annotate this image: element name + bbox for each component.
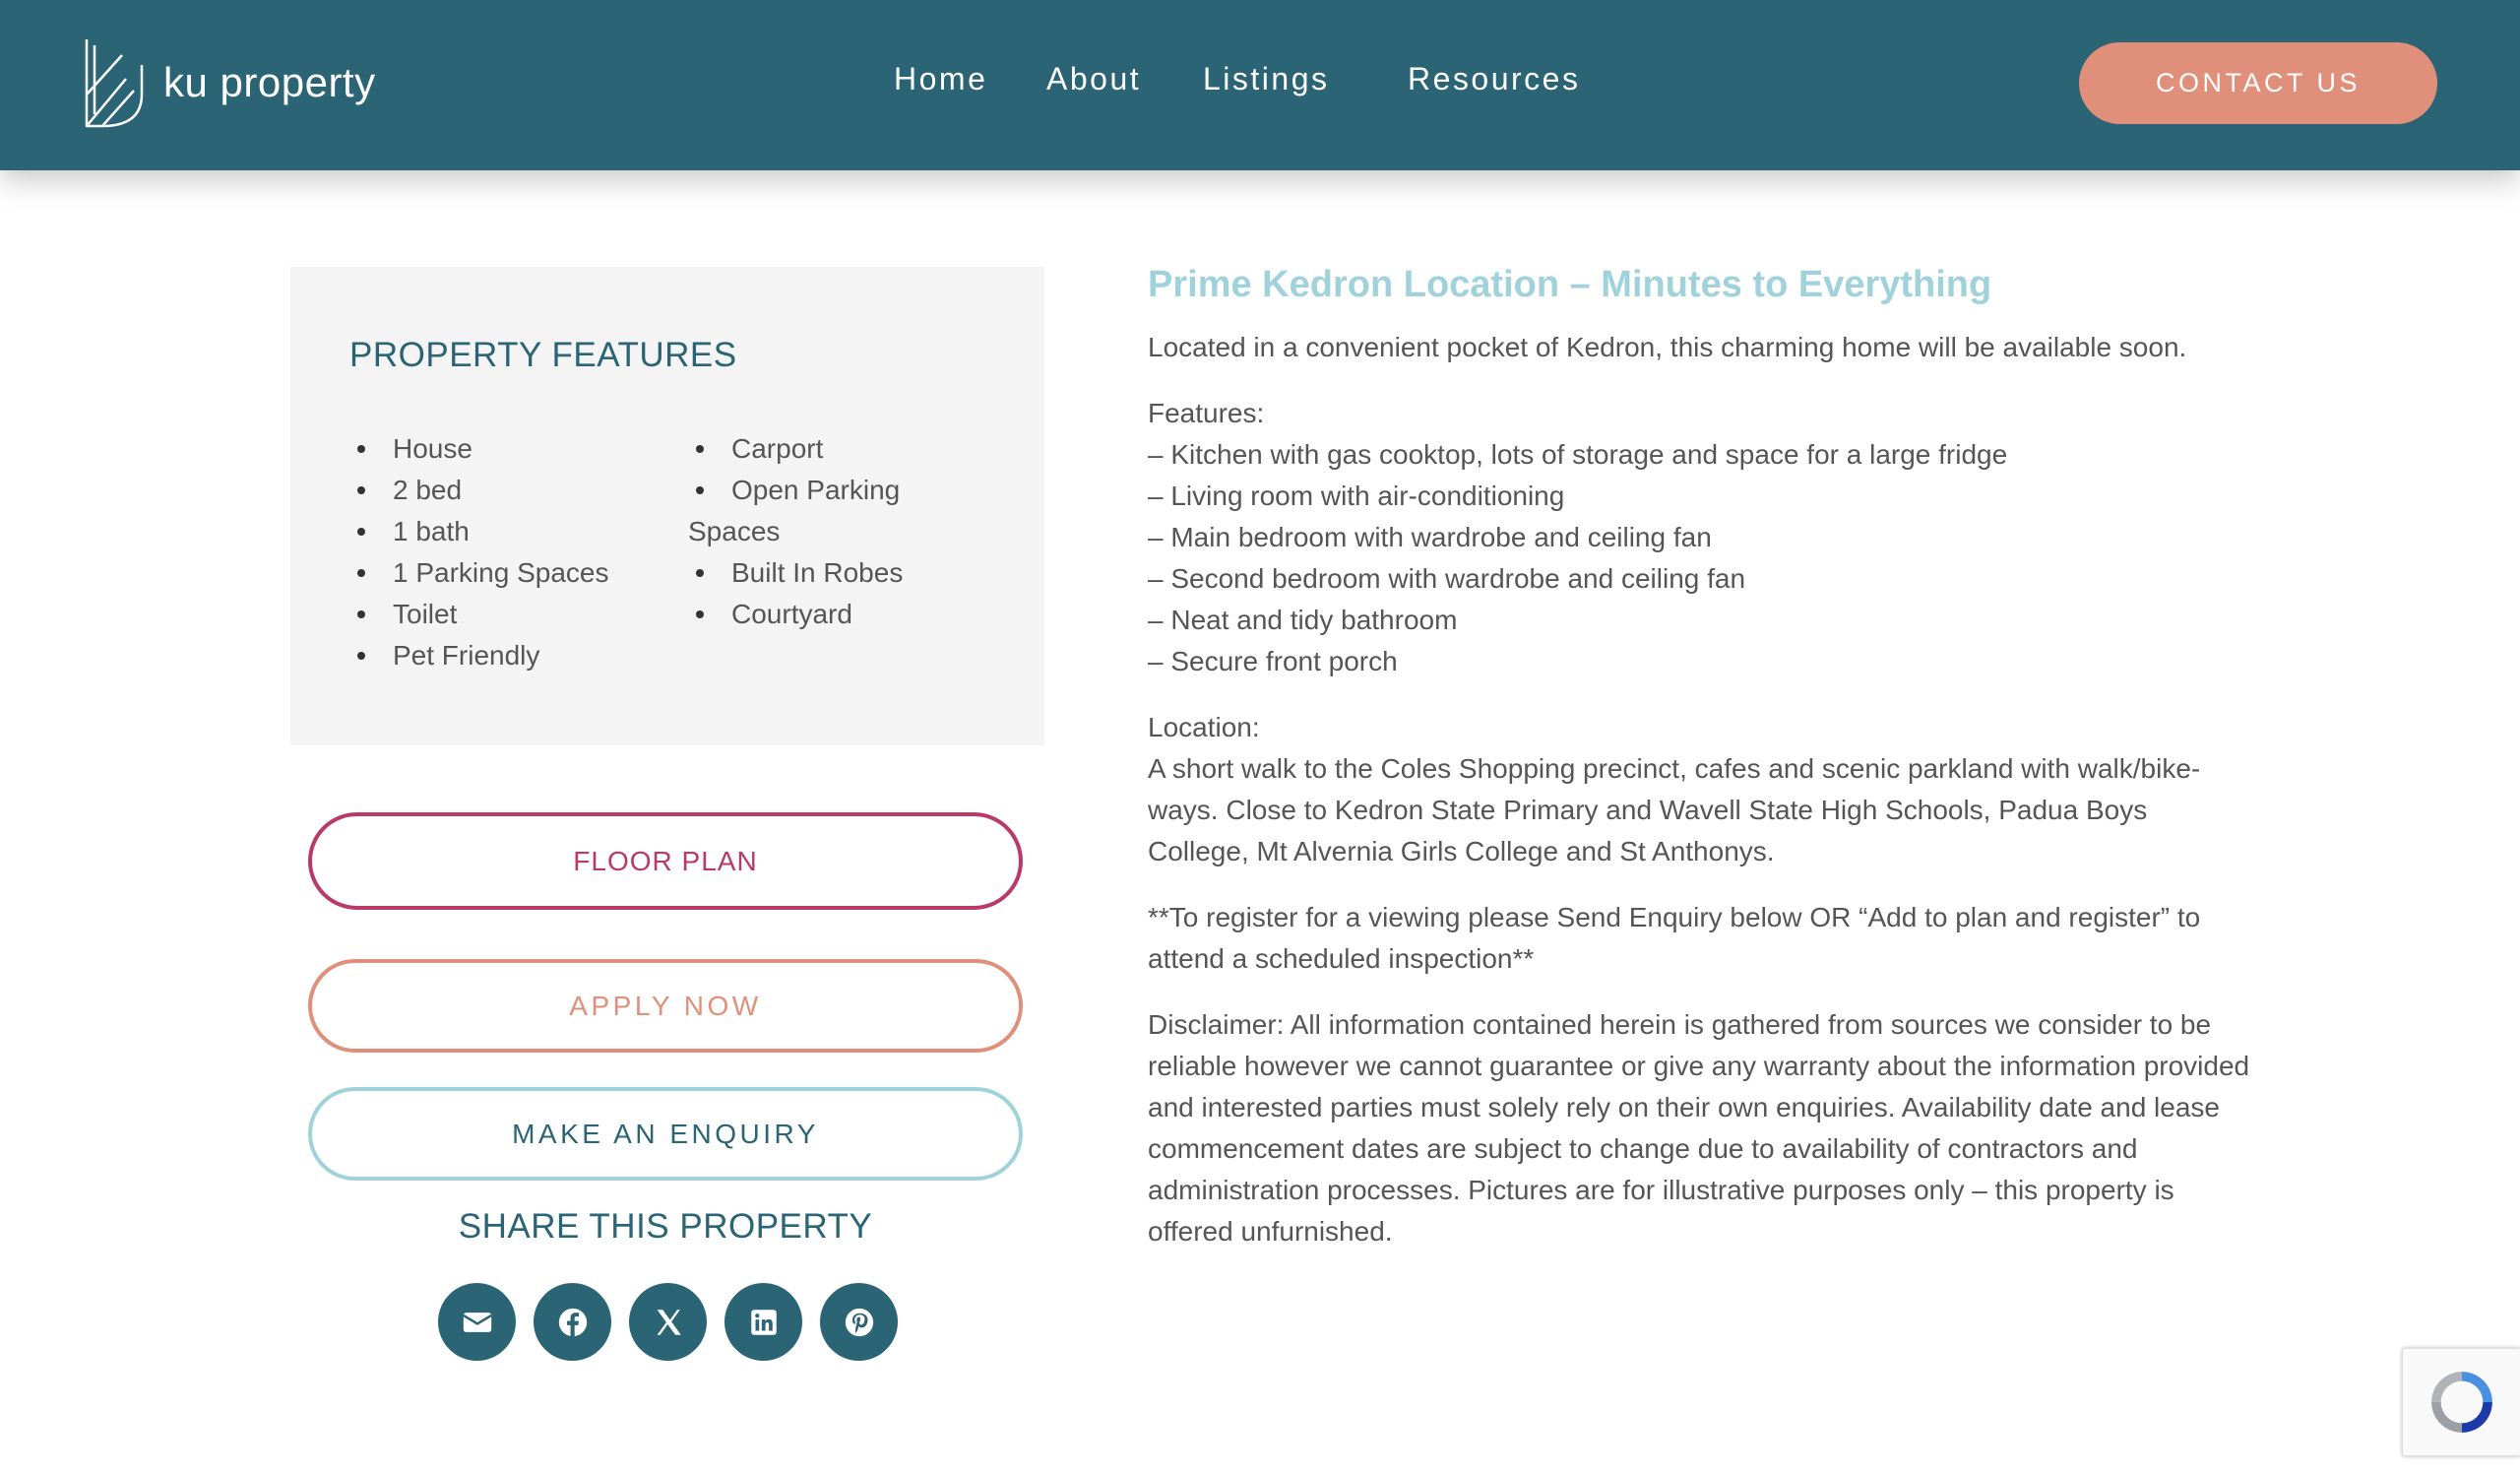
- share-email-button[interactable]: [438, 1283, 516, 1361]
- feature-line: – Kitchen with gas cooktop, lots of storage and space for a large fridge: [1148, 439, 2008, 470]
- property-features-panel: [290, 267, 1044, 745]
- contact-us-button[interactable]: CONTACT US: [2079, 42, 2437, 124]
- facebook-icon: [556, 1306, 590, 1339]
- nav-home[interactable]: Home: [894, 61, 988, 96]
- feature-item: Carport: [688, 428, 924, 470]
- feature-item: Open Parking Spaces: [688, 475, 901, 546]
- pinterest-icon: [843, 1306, 876, 1339]
- linkedin-icon: [747, 1306, 781, 1339]
- recaptcha-icon: [2425, 1365, 2499, 1440]
- features-column-2: [688, 428, 924, 635]
- share-linkedin-button[interactable]: [724, 1283, 802, 1361]
- location-text: A short walk to the Coles Shopping precinct, cafes and scenic parkland with walk/bike-ways. Close to Kedron State Primary and Wavell State High Schools, Padua Boys College, Mt Alvernia Girls College and St Anthonys.: [1148, 753, 2201, 866]
- nav-listings[interactable]: Listings: [1203, 61, 1330, 96]
- site-header: [0, 0, 2520, 170]
- ku-logo-icon: [83, 35, 146, 130]
- site-logo[interactable]: [83, 35, 376, 130]
- feature-item: 1 bath: [349, 511, 664, 552]
- location-heading: Location:: [1148, 712, 1260, 742]
- disclaimer: Disclaimer: All information contained herein is gathered from sources we consider to be reliable however we cannot guarantee or give any warranty about the information provided and interested parties must solely rely on their own enquiries. Availability date and lease commencement dates are subject to change due to availability of contractors and administration processes. Pictures are for illustrative purposes only – this property is offered unfurnished.: [1148, 1009, 2250, 1247]
- register-note: **To register for a viewing please Send Enquiry below OR “Add to plan and register” to attend a scheduled inspection**: [1148, 902, 2201, 974]
- feature-item: Toilet: [349, 594, 664, 635]
- feature-item: Built In Robes: [688, 552, 924, 594]
- envelope-icon: [461, 1306, 494, 1339]
- nav-resources[interactable]: Resources: [1408, 61, 1581, 96]
- feature-item: Courtyard: [688, 594, 924, 635]
- floor-plan-button[interactable]: FLOOR PLAN: [308, 812, 1023, 910]
- x-icon: [652, 1306, 685, 1339]
- features-column-1: [349, 428, 664, 676]
- listing-location: [1148, 707, 2250, 872]
- feature-line: – Main bedroom with wardrobe and ceiling fan: [1148, 522, 1712, 552]
- nav-about[interactable]: About: [1046, 61, 1142, 96]
- feature-item: 1 Parking Spaces: [349, 552, 664, 594]
- feature-item: Pet Friendly: [349, 635, 664, 676]
- logo-text: ku property: [163, 59, 376, 105]
- listing-intro: Located in a convenient pocket of Kedron, this charming home will be available soon.: [1148, 332, 2187, 362]
- listing-title: Prime Kedron Location – Minutes to Everything: [1148, 264, 1992, 305]
- feature-item: 2 bed: [349, 470, 664, 511]
- features-heading: Features:: [1148, 398, 1265, 428]
- feature-line: – Second bedroom with wardrobe and ceiling fan: [1148, 563, 1746, 594]
- share-title: SHARE THIS PROPERTY: [458, 1207, 873, 1246]
- listing-features: [1148, 393, 2250, 682]
- share-pinterest-button[interactable]: [820, 1283, 898, 1361]
- feature-item: House: [349, 428, 664, 470]
- share-facebook-button[interactable]: [534, 1283, 611, 1361]
- features-title: PROPERTY FEATURES: [349, 336, 737, 374]
- make-enquiry-button[interactable]: MAKE AN ENQUIRY: [308, 1087, 1023, 1181]
- share-x-button[interactable]: [629, 1283, 707, 1361]
- apply-now-button[interactable]: APPLY NOW: [308, 959, 1023, 1053]
- feature-line: – Secure front porch: [1148, 646, 1398, 676]
- listing-description: [1148, 260, 2250, 1252]
- feature-line: – Neat and tidy bathroom: [1148, 605, 1458, 635]
- feature-line: – Living room with air-conditioning: [1148, 481, 1565, 511]
- recaptcha-badge[interactable]: [2402, 1348, 2520, 1456]
